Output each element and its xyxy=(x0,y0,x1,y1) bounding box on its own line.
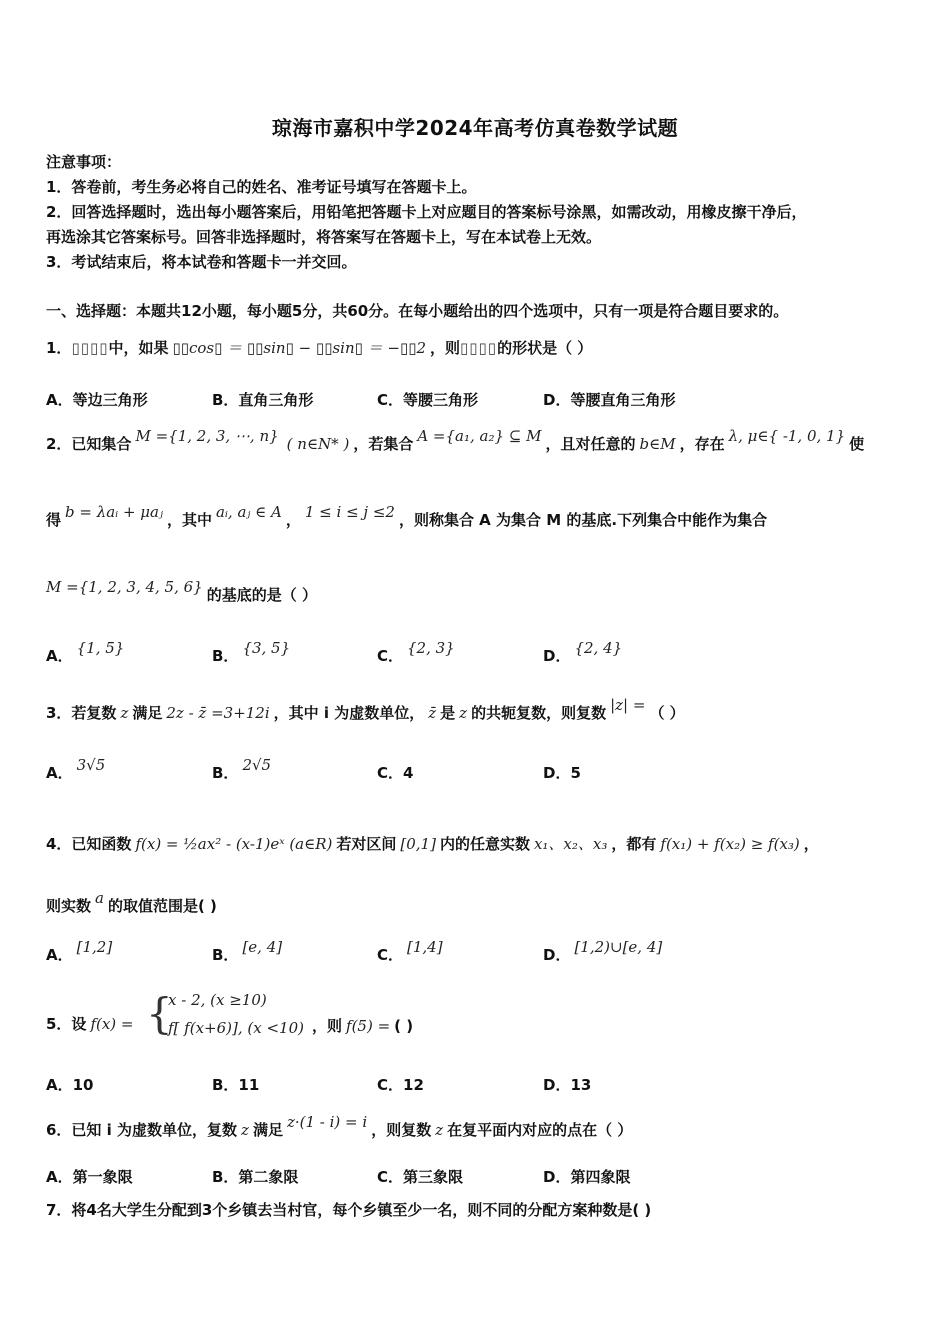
q3-option-a-label: A． xyxy=(46,764,73,782)
q2-line2-c: ， xyxy=(285,511,301,529)
q6-number: 6．已知 i 为虚数单位，复数 xyxy=(46,1121,238,1139)
q3-option-b-value: 2√5 xyxy=(242,756,272,774)
q5-option-d[interactable]: D．13 xyxy=(543,1076,592,1094)
q2-condition: ( n∈N* ) xyxy=(286,435,350,453)
q3-option-d[interactable] xyxy=(543,762,581,783)
q1-expression: ▯▯cos▯ ＝ ▯▯sin▯ − ▯▯sin▯ ＝ −▯▯2 xyxy=(172,339,427,357)
q2-option-d[interactable] xyxy=(543,639,626,666)
q5-tail xyxy=(312,1016,413,1036)
q4-option-c-value: [1,4] xyxy=(407,938,443,956)
q3-text-3: 是 xyxy=(440,704,456,722)
question-6 xyxy=(46,1113,633,1140)
q4-option-c-label: C． xyxy=(377,946,404,964)
q3-text-2: ，其中 i 为虚数单位， xyxy=(273,704,425,722)
q6-z-1: z xyxy=(241,1121,249,1139)
q3-option-c-label: C． xyxy=(377,764,404,782)
q4-option-d[interactable] xyxy=(543,938,666,965)
q4-interval: [0,1] xyxy=(400,835,436,853)
q1-option-b[interactable]: B．直角三角形 xyxy=(212,391,314,409)
q4-line2-a: 则实数 xyxy=(46,897,92,915)
q5-text-2: ( ) xyxy=(394,1017,414,1035)
q4-option-c[interactable] xyxy=(377,938,447,965)
q2-ij-range: 1 ≤ i ≤ j ≤2 xyxy=(304,503,395,521)
q1-number: 1． xyxy=(46,339,72,357)
q2-text-3: ，存在 xyxy=(679,435,725,453)
question-5 xyxy=(46,1014,138,1034)
q3-text-5: （ ） xyxy=(649,704,685,722)
q4-text-1: 若对区间 xyxy=(336,835,397,853)
question-3 xyxy=(46,696,685,723)
q5-option-b[interactable]: B．11 xyxy=(212,1076,260,1094)
q3-option-b-label: B． xyxy=(212,764,239,782)
q2-option-c-label: C． xyxy=(377,647,404,665)
q6-z-2: z xyxy=(435,1121,444,1139)
q5-f5: f(5) = xyxy=(346,1017,391,1035)
q3-z-2: z xyxy=(459,704,468,722)
q6-text-3: 在复平面内对应的点在（ ） xyxy=(447,1121,633,1139)
q4-text-3: ，都有 xyxy=(611,835,657,853)
q1-option-a[interactable]: A．等边三角形 xyxy=(46,391,148,409)
q1-text-2: ，则 xyxy=(430,339,461,357)
q2-lambda-mu: λ, μ∈{ -1, 0, 1} xyxy=(728,427,846,445)
question-1 xyxy=(46,338,592,358)
q4-function: f(x) = ½ax² - (x-1)eˣ (a∈R) xyxy=(135,835,333,853)
q3-option-d-value: 5 xyxy=(570,764,581,782)
q2-option-b-value: {3, 5} xyxy=(242,639,291,657)
notice-heading: 注意事项： xyxy=(46,153,122,171)
q6-option-d[interactable]: D．第四象限 xyxy=(543,1168,631,1186)
q2-b-expression: b = λaᵢ + μaⱼ xyxy=(65,503,163,521)
q2-set-m6: M ={1, 2, 3, 4, 5, 6} xyxy=(46,578,203,596)
q2-line2-b: ，其中 xyxy=(166,511,212,529)
q2-line2-d: ，则称集合 A 为集合 M 的基底.下列集合中能作为集合 xyxy=(398,511,768,529)
notice-item-3: 3．考试结束后，将本试卷和答题卡一并交回。 xyxy=(46,253,357,271)
q4-text-2: 内的任意实数 xyxy=(439,835,530,853)
q3-abs-z: |z| = xyxy=(610,696,646,714)
q3-option-a-value: 3√5 xyxy=(76,756,106,774)
q3-option-b[interactable] xyxy=(212,756,275,783)
q2-option-a-value: {1, 5} xyxy=(76,639,125,657)
q5-option-a[interactable]: A．10 xyxy=(46,1076,94,1094)
q5-case-1: x - 2, (x ≥10) xyxy=(168,991,267,1009)
q4-text-4: ， xyxy=(803,835,819,853)
q4-variables: x₁、x₂、x₃ xyxy=(533,835,608,853)
q4-option-b-value: [e, 4] xyxy=(242,938,283,956)
q4-line2-b: 的取值范围是( ) xyxy=(107,897,217,915)
q6-text-2: ，则复数 xyxy=(371,1121,432,1139)
q5-f-lhs: f(x) = xyxy=(90,1015,134,1033)
q5-brace-icon: { xyxy=(146,989,173,1038)
q2-option-c[interactable] xyxy=(377,639,459,666)
exam-title: 琼海市嘉积中学2024年高考仿真卷数学试题 xyxy=(271,116,679,140)
q2-text-2: ，且对任意的 xyxy=(545,435,636,453)
q5-case-2: f[ f(x+6)], (x <10) xyxy=(168,1019,304,1037)
q3-option-c[interactable] xyxy=(377,762,413,783)
q2-option-d-value: {2, 4} xyxy=(574,639,623,657)
q6-option-b[interactable]: B．第二象限 xyxy=(212,1168,299,1186)
q3-number: 3．若复数 xyxy=(46,704,117,722)
question-7: 7．将4名大学生分配到3个乡镇去当村官，每个乡镇至少一名，则不同的分配方案种数是( ) xyxy=(46,1201,652,1219)
q2-option-b-label: B． xyxy=(212,647,239,665)
q3-text-1: 满足 xyxy=(132,704,163,722)
q4-option-d-value: [1,2)∪[e, 4] xyxy=(574,938,663,956)
q3-zbar: z̄ xyxy=(428,704,437,722)
q2-text-4: 使 xyxy=(849,435,865,453)
q5-number: 5．设 xyxy=(46,1015,87,1033)
q2-set-m: M ={1, 2, 3, ⋯, n} xyxy=(135,427,279,445)
q4-option-a-label: A． xyxy=(46,946,73,964)
question-2-line-1 xyxy=(46,427,865,454)
q1-option-c[interactable]: C．等腰三角形 xyxy=(377,391,479,409)
q4-a: a xyxy=(95,889,104,907)
q3-text-4: 的共轭复数，则复数 xyxy=(471,704,607,722)
q2-number: 2．已知集合 xyxy=(46,435,132,453)
q6-equation: z·(1 - i) = i xyxy=(286,1113,368,1131)
q3-equation: 2z - z̄ =3+12i xyxy=(166,704,270,722)
q2-option-c-value: {2, 3} xyxy=(407,639,455,657)
question-2-line-2 xyxy=(46,503,768,530)
q2-option-a-label: A． xyxy=(46,647,73,665)
q4-option-d-label: D． xyxy=(543,946,571,964)
notice-item-2-cont: 再选涂其它答案标号。回答非选择题时，将答案写在答题卡上，写在本试卷上无效。 xyxy=(46,228,602,246)
q2-text-1: ，若集合 xyxy=(353,435,414,453)
q1-placeholder-2: ▯▯▯▯ xyxy=(460,339,498,357)
question-4-line-1 xyxy=(46,834,819,854)
q2-option-b[interactable] xyxy=(212,639,294,666)
q4-inequality: f(x₁) + f(x₂) ≥ f(x₃) xyxy=(660,835,800,853)
q2-set-a: A ={a₁, a₂} ⊆ M xyxy=(417,427,542,445)
notice-item-1: 1．答卷前，考生务必将自己的姓名、准考证号填写在答题卡上。 xyxy=(46,178,477,196)
q6-option-a[interactable]: A．第一象限 xyxy=(46,1168,133,1186)
q4-option-a[interactable] xyxy=(46,938,116,965)
q4-number: 4．已知函数 xyxy=(46,835,132,853)
question-2-line-3 xyxy=(46,578,317,605)
q4-option-b[interactable] xyxy=(212,938,286,965)
q2-b-in-m: b∈M xyxy=(639,435,676,453)
q3-option-d-label: D． xyxy=(543,764,571,782)
q2-ai-aj-in-a: aᵢ, aⱼ ∈ A xyxy=(215,503,282,521)
section-heading: 一、选择题：本题共12小题，每小题5分，共60分。在每小题给出的四个选项中，只有一项是符合题目要求的。 xyxy=(46,302,789,320)
q3-z-1: z xyxy=(120,704,129,722)
q6-option-c[interactable]: C．第三象限 xyxy=(377,1168,464,1186)
q1-placeholder-1: ▯▯▯▯ xyxy=(71,339,109,357)
q2-option-a[interactable] xyxy=(46,639,128,666)
q5-text-1: ，则 xyxy=(312,1017,343,1035)
q3-option-a[interactable] xyxy=(46,756,109,783)
q6-text-1: 满足 xyxy=(252,1121,283,1139)
notice-item-2: 2．回答选择题时，选出每小题答案后，用铅笔把答题卡上对应题目的答案标号涂黑，如需改动，用橡皮擦干净后， xyxy=(46,203,807,221)
q1-option-d[interactable]: D．等腰直角三角形 xyxy=(543,391,676,409)
q4-option-a-value: [1,2] xyxy=(76,938,113,956)
q1-text-3: 的形状是（ ） xyxy=(497,339,593,357)
q2-line3: 的基底的是（ ） xyxy=(206,586,317,604)
q1-text-1: 中，如果 xyxy=(108,339,169,357)
q2-option-d-label: D． xyxy=(543,647,571,665)
q4-option-b-label: B． xyxy=(212,946,239,964)
question-4-line-2 xyxy=(46,889,217,916)
q5-option-c[interactable]: C．12 xyxy=(377,1076,424,1094)
q2-line2-a: 得 xyxy=(46,511,62,529)
q3-option-c-value: 4 xyxy=(403,764,414,782)
